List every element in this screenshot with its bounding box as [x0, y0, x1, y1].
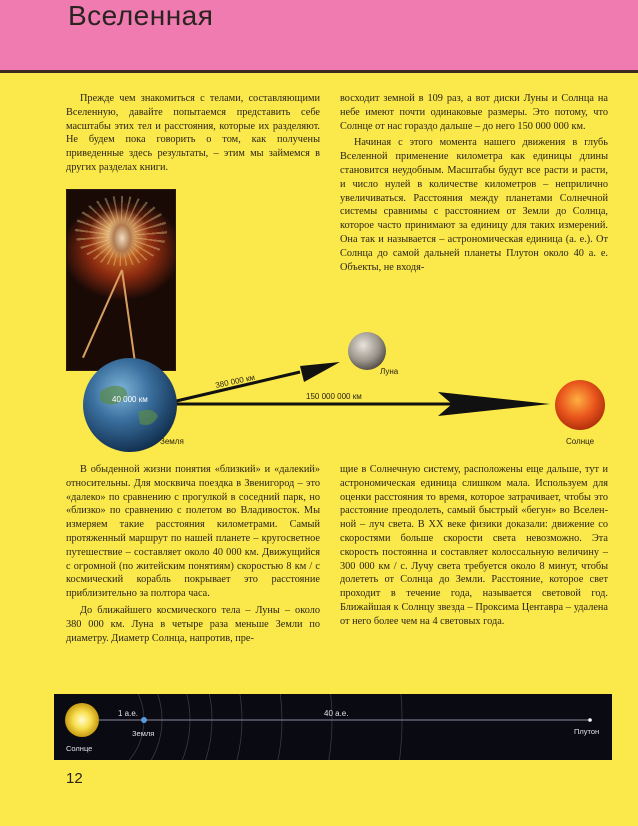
sun-label: Солнце	[566, 437, 595, 446]
paragraph: До ближайшего космического тела – Луны – около 380 000 км. Луна в четыре раза меньше Земли по диаметру. Диаметр Солнца, напротив, пре-	[66, 604, 320, 644]
paragraph: В обыденной жизни понятия «близкий» и «далекий» относительны. Для москвича поездка в Звенигород – это «далеко» по сравнению с прогулкой в соседний парк, но «близко» по сравнению с полетом во Владивосток. Мы измеряем такие расстояния километрами. Самый протяженный маршрут по нашей планете – кругосветное путешествие – составляет около 40 000 км. Движущийся с огромной (по житейским понятиям) скоростью 8 км / с космический корабль покрывает это расстояние приблизительно за полтора часа.	[66, 464, 320, 600]
scale-bar-drawing	[54, 694, 612, 760]
moon-globe	[348, 332, 386, 370]
arrow-head	[438, 392, 550, 416]
orbit-arcs	[54, 694, 402, 760]
arrow-head	[300, 362, 340, 382]
page-title: Вселенная	[68, 0, 214, 31]
page-number: 12	[66, 770, 83, 787]
column-right-top	[340, 92, 608, 274]
solar-system-scale-bar	[54, 694, 612, 760]
scale-earth-label: Земля	[132, 729, 155, 738]
scale-earth	[141, 717, 147, 723]
column-left-bottom	[66, 463, 320, 645]
paragraph: Начиная с этого момента нашего движения в глубь Вселенной применение километра как единицы длины становится неудобным. Масштабы будут все расти и расти, и число нулей в количестве километров – неприлично увеличиваться. Расстояния между планетами Солнечной системы сравнимы с расстоянием от Земли до Солнца, которое часто принимают за единицу для таких измерений. Она так и называется – астрономическая единица (а. е.). От Солнца до самой дальней планеты Плутон около 40 а. е. Объекты, не входя-	[340, 137, 608, 273]
earth-label: Земля	[160, 437, 184, 446]
distance-diagram	[0, 330, 638, 455]
sun-globe	[555, 380, 605, 430]
column-right-bottom	[340, 463, 608, 629]
scale-pluto	[588, 718, 592, 722]
scale-sun-label: Солнце	[66, 744, 93, 753]
sun-distance-label: 150 000 000 км	[306, 392, 362, 401]
one-au-label: 1 а.е.	[118, 709, 139, 718]
moon-label: Луна	[380, 367, 399, 376]
scale-sun	[65, 703, 99, 737]
paragraph: восходит земной в 109 раз, а вот диски Луны и Солнца на небе имеют почти одинаковые размеры. Это потому, что Солнце от нас гораздо дальше – до него 150 000 000 км.	[340, 93, 608, 132]
page-header	[0, 0, 638, 73]
earth-circumference-label: 40 000 км	[112, 395, 148, 404]
paragraph: Прежде чем знакомиться с телами, составляющими Вселенную, давайте попытаемся представить себе масштабы этих тел и расстояния, которые их разделяют. Не будем пока говорить о том, как получены приведенные здесь результаты, – этим мы займемся в других разделах книги.	[66, 93, 320, 173]
painting-figure	[105, 212, 139, 272]
forty-au-label: 40 а.е.	[324, 709, 349, 718]
scale-pluto-label: Плутон	[574, 727, 600, 736]
column-left-top	[66, 92, 320, 175]
paragraph: щие в Солнечную систему, расположены еще дальше, тут и астрономическая единица слишком мала. Используем для оценки расстояния то время, которое затрачивает, чтобы это расстояние преодолеть, самый быстрый «бегун» во Вселенной – луч света. В XX веке физики доказали: движение со скоростями больше скорости света невозможно. Эта скорость постоянна и составляет колоссальную величину – 300 000 км / с. Лучу света требуется около 8 минут, чтобы долететь от Солнца до Земли. Расстояние, которое свет проходит в течение года, называется световой год. Ближайшая к Солнцу звезда – Проксима Центавра – удалена от него более чем на 4 световых года.	[340, 464, 608, 627]
moon-distance-label: 380 000 км	[214, 372, 256, 390]
